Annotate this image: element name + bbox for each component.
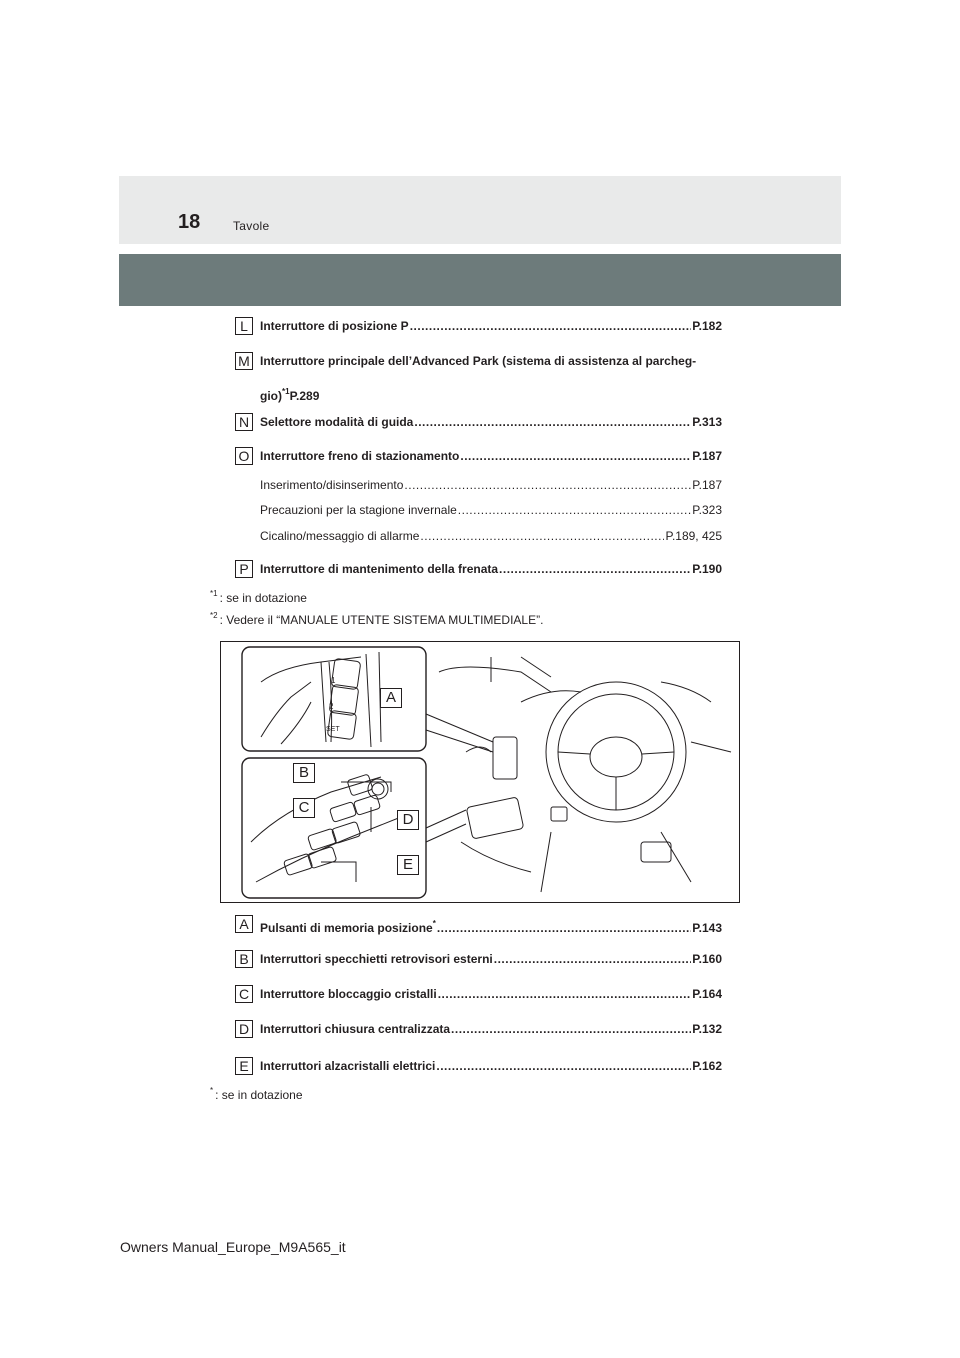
letter-badge-o: O [235,447,253,465]
footnote-2: $^{*2}$ : Vedere il “MANUALE UTENTE SISTEMA MULTIMEDIALE”. [210,611,544,627]
callout-e: E [397,855,419,875]
entry-pulsanti-memoria[interactable]: Pulsanti di memoria posizione* ..... P.143 [260,917,722,935]
letter-badge-b: B [235,950,253,968]
sub-entry-precauzioni[interactable]: Precauzioni per la stagione invernale ..... P.323 [260,503,722,517]
page-ref[interactable]: P.189, 425 [665,529,722,543]
page-ref[interactable]: P.143 [692,921,722,935]
page-ref[interactable]: P.187 [692,478,722,492]
page-ref[interactable]: P.323 [692,503,722,517]
page-ref[interactable]: P.132 [692,1022,722,1036]
button-label-2: 2 [329,702,334,711]
entry-bloccaggio-cristalli[interactable]: Interruttore bloccaggio cristalli ..... P.164 [260,987,722,1001]
callout-d: D [397,810,419,830]
door-switches-illustration [220,641,740,903]
letter-badge-p: P [235,560,253,578]
letter-badge-e: E [235,1057,253,1075]
letter-badge-c: C [235,985,253,1003]
page-ref[interactable]: P.289 [289,389,320,403]
letter-badge-n: N [235,413,253,431]
page-number: 18 [178,211,201,233]
entry-interruttore-posizione-p[interactable]: Interruttore di posizione P ..... P.182 [260,319,722,333]
callout-c: C [293,798,315,818]
sub-entry-cicalino[interactable]: Cicalino/messaggio di allarme ..... P.189, 425 [260,529,722,543]
entry-advanced-park[interactable]: Interruttore principale dell’Advanced Park (sistema di assistenza al parcheg- gio)$^{*1}$P.289 [260,354,697,403]
button-label-1: 1 [331,676,336,685]
letter-badge-a: A [235,915,253,933]
entry-chiusura-centralizzata[interactable]: Interruttori chiusura centralizzata ..... P.132 [260,1022,722,1036]
header-band [119,176,841,244]
page-ref[interactable]: P.182 [692,319,722,333]
footer-doc-id: Owners Manual_Europe_M9A565_it [120,1239,346,1255]
page-ref[interactable]: P.190 [692,562,722,576]
footnote-1: $^{*1}$ : se in dotazione [210,589,307,605]
button-label-set: SET [326,726,340,733]
entry-mantenimento-frenata[interactable]: Interruttore di mantenimento della frenata ..... P.190 [260,562,722,576]
header-dark-band [119,254,841,306]
page-ref[interactable]: P.164 [692,987,722,1001]
footnote-bottom: * : se in dotazione [210,1086,303,1102]
page-ref[interactable]: P.187 [692,449,722,463]
callout-a: A [380,688,402,708]
letter-badge-l: L [235,317,253,335]
page-ref[interactable]: P.313 [692,415,722,429]
section-title: Tavole [233,219,270,233]
callout-b: B [293,763,315,783]
letter-badge-m: M [235,352,253,370]
page-ref[interactable]: P.160 [692,952,722,966]
sub-entry-inserimento[interactable]: Inserimento/disinserimento ..... P.187 [260,478,722,492]
letter-badge-d: D [235,1020,253,1038]
entry-freno-stazionamento[interactable]: Interruttore freno di stazionamento ..... P.187 [260,449,722,463]
entry-selettore-modalita[interactable]: Selettore modalità di guida ..... P.313 [260,415,722,429]
page-ref[interactable]: P.162 [692,1059,722,1073]
entry-specchietti[interactable]: Interruttori specchietti retrovisori esterni ..... P.160 [260,952,722,966]
entry-alzacristalli[interactable]: Interruttori alzacristalli elettrici ..... P.162 [260,1059,722,1073]
